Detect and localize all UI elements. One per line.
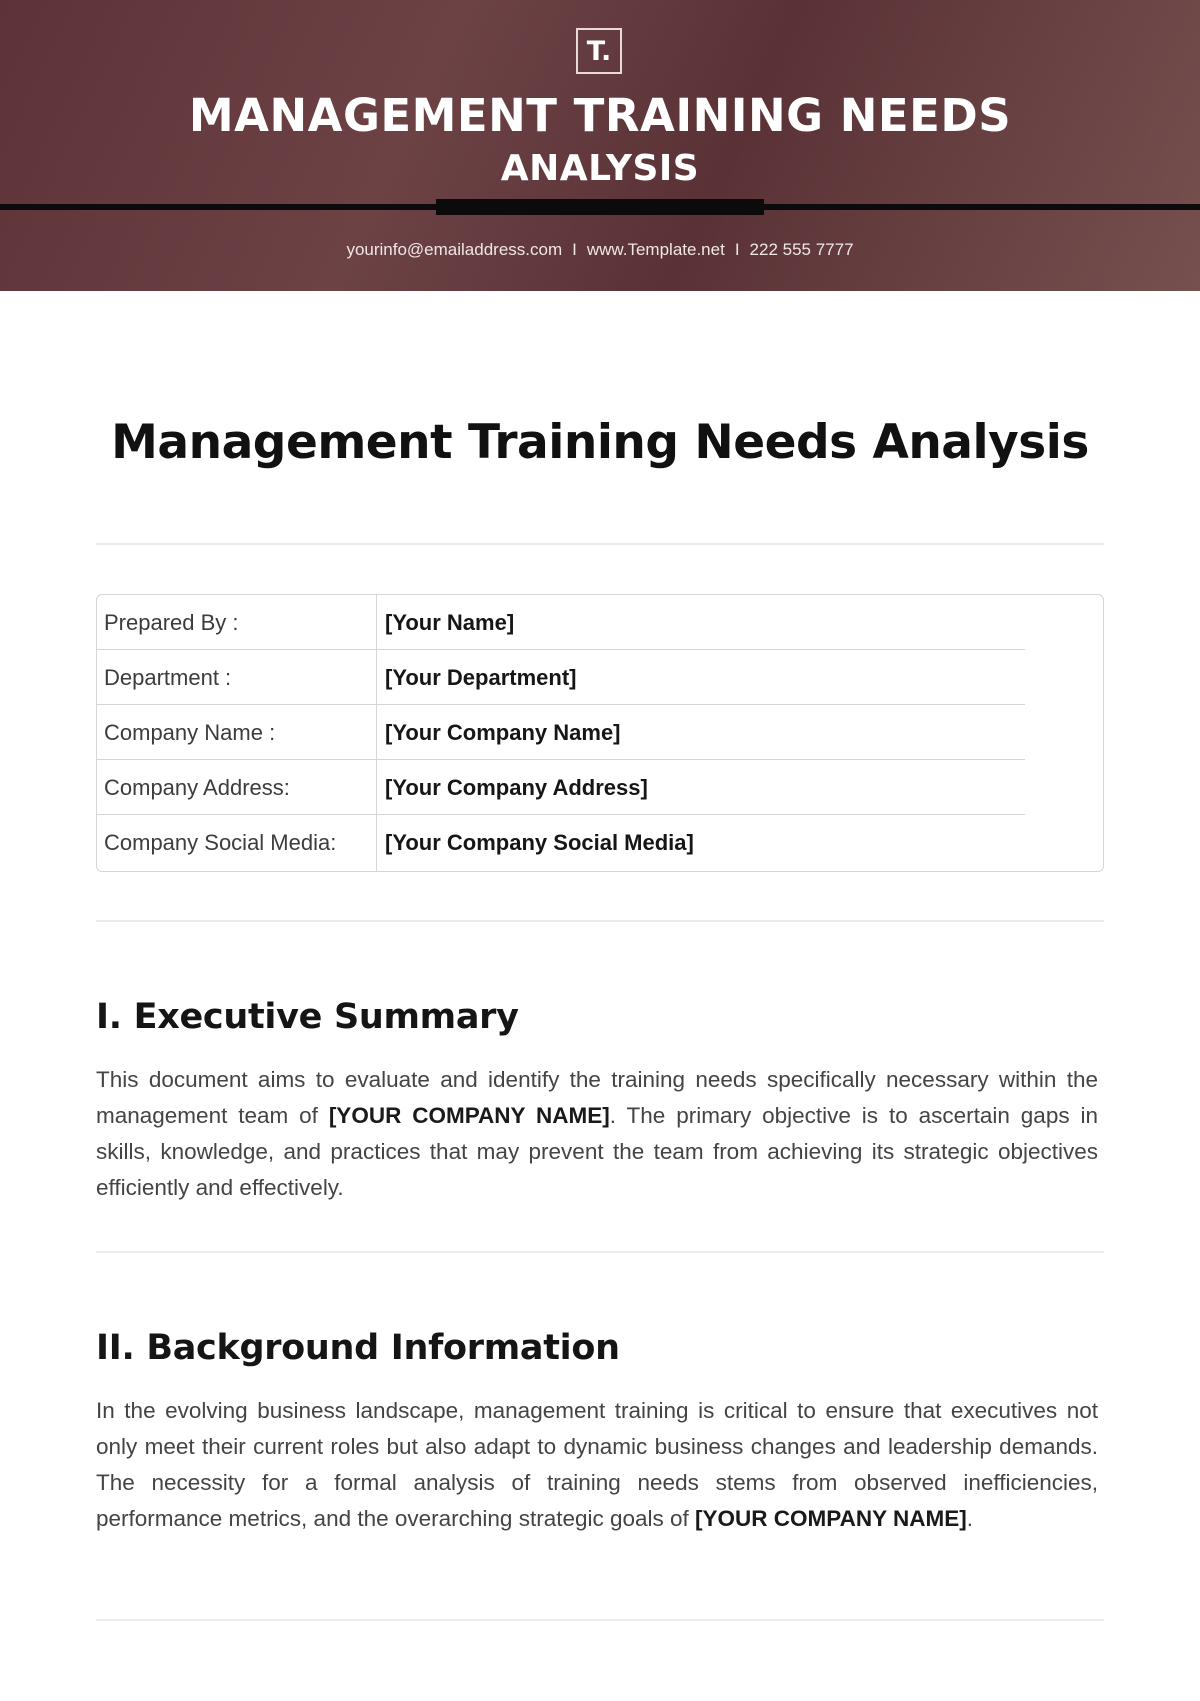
contact-separator: I <box>572 240 577 259</box>
contact-email[interactable]: yourinfo@emailaddress.com <box>346 240 563 259</box>
section-heading-executive-summary: I. Executive Summary <box>96 997 519 1037</box>
header-rule-accent <box>436 199 764 215</box>
row-value: [Your Company Address] <box>385 775 648 800</box>
paragraph-text: . <box>966 1506 973 1531</box>
executive-summary-text <box>96 1062 1098 1206</box>
company-name-placeholder: [YOUR COMPANY NAME] <box>695 1506 967 1531</box>
table-row <box>97 705 1025 760</box>
row-value: [Your Company Name] <box>385 720 621 745</box>
table-row <box>97 815 1025 870</box>
contact-line <box>0 240 1200 260</box>
divider <box>96 920 1104 922</box>
row-label: Company Social Media: <box>104 830 337 855</box>
divider <box>96 1619 1104 1621</box>
section-heading-background-information: II. Background Information <box>96 1328 620 1368</box>
company-name-placeholder: [YOUR COMPANY NAME] <box>328 1103 610 1128</box>
row-value: [Your Department] <box>385 665 577 690</box>
info-table <box>96 594 1104 872</box>
row-value: [Your Name] <box>385 610 515 635</box>
contact-phone: 222 555 7777 <box>749 240 854 259</box>
table-row <box>97 650 1025 705</box>
row-label: Department : <box>104 665 232 690</box>
divider <box>96 1251 1104 1253</box>
contact-website[interactable]: www.Template.net <box>586 240 725 259</box>
banner-title-line1: MANAGEMENT TRAINING NEEDS <box>188 89 1012 142</box>
paragraph-text: This document aims to evaluate and identify the training needs specifically necessary within the management team of <box>96 1067 1098 1128</box>
row-value: [Your Company Social Media] <box>385 830 694 855</box>
paragraph-text: In the evolving business landscape, management training is critical to ensure that executives not only meet their current roles but also adapt to dynamic business changes and leadership demands. The necessity for a formal analysis of training needs stems from observed inefficiencies, performance metrics, and the overarching strategic goals of <box>96 1398 1098 1531</box>
template-logo: T. <box>576 28 622 74</box>
table-row <box>97 595 1025 650</box>
row-label: Prepared By : <box>104 610 239 635</box>
row-label: Company Address: <box>104 775 290 800</box>
background-information-text <box>96 1393 1098 1537</box>
contact-separator: I <box>734 240 740 259</box>
document-title: Management Training Needs Analysis <box>111 415 1089 470</box>
header-banner <box>0 0 1200 291</box>
divider <box>96 543 1104 545</box>
banner-title-line2: ANALYSIS <box>500 148 700 189</box>
paragraph-text: . The primary objective is to ascertain gaps in skills, knowledge, and practices that may prevent the team from achieving its strategic objectives efficiently and effectively. <box>96 1103 1098 1200</box>
table-row <box>97 760 1025 815</box>
row-label: Company Name : <box>104 720 276 745</box>
